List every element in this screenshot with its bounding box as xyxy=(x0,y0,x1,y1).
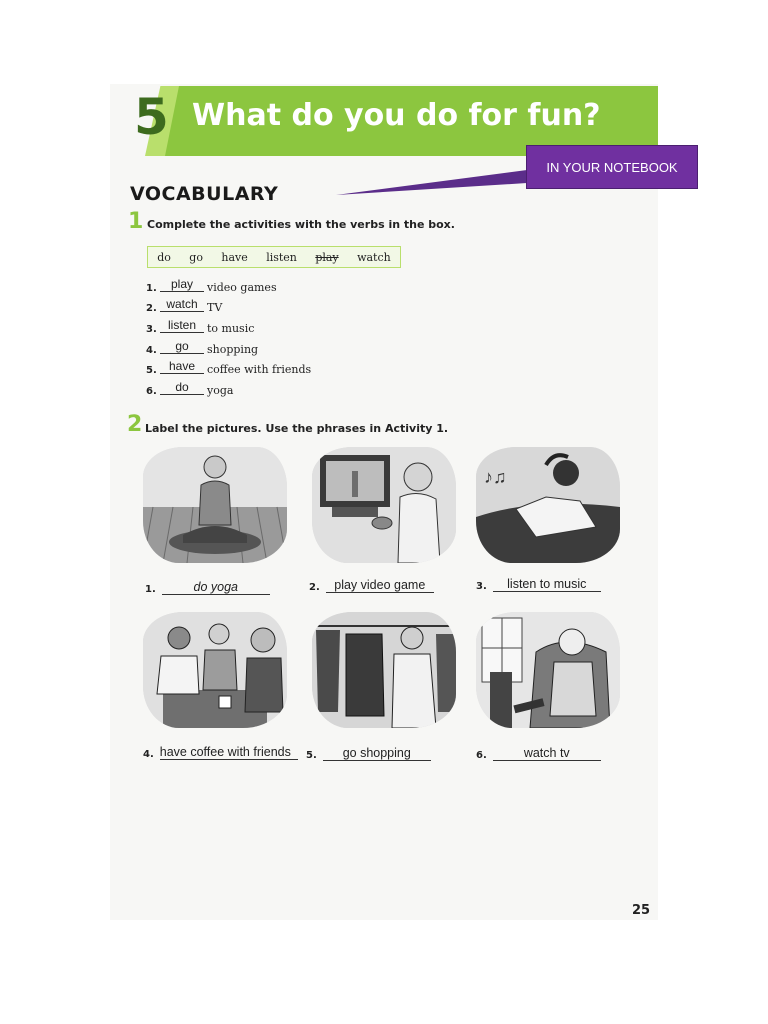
section-title: VOCABULARY xyxy=(130,183,279,205)
label-answer-field[interactable]: listen to music xyxy=(493,577,601,592)
verb-box xyxy=(147,246,401,268)
label-item: 3. listen to music xyxy=(476,577,601,592)
verb-watch: watch xyxy=(357,250,391,264)
exercise-item: 5. have coffee with friends xyxy=(146,359,312,376)
label-answer-field[interactable]: do yoga xyxy=(162,580,270,595)
page-number: 25 xyxy=(632,903,651,918)
picture-shopping xyxy=(312,612,456,728)
answer-field[interactable]: play xyxy=(160,277,204,292)
label-answer-field[interactable]: play video game xyxy=(326,578,434,593)
picture-coffee-friends xyxy=(143,612,287,728)
activity2-number: 2 xyxy=(127,412,143,437)
svg-text:♪♫: ♪♫ xyxy=(484,467,507,487)
exercise-item: 4. go shopping xyxy=(146,339,259,356)
verb-listen: listen xyxy=(266,250,297,264)
picture-video-game xyxy=(312,447,456,563)
label-item: 4. have coffee with friends xyxy=(143,745,298,760)
exercise-item: 6. do yoga xyxy=(146,380,234,397)
exercise-item: 2. watch TV xyxy=(146,297,223,314)
in-your-notebook-callout: IN YOUR NOTEBOOK xyxy=(526,145,698,189)
answer-field[interactable]: have xyxy=(160,359,204,374)
answer-field[interactable]: go xyxy=(160,339,204,354)
verb-play: play xyxy=(315,250,339,264)
label-answer-field[interactable]: go shopping xyxy=(323,746,431,761)
picture-yoga xyxy=(143,447,287,563)
exercise-item: 1. play video games xyxy=(146,277,277,294)
answer-field[interactable]: watch xyxy=(160,297,204,312)
verb-have: have xyxy=(221,250,248,264)
label-item: 5. go shopping xyxy=(306,746,431,761)
picture-listen-music xyxy=(476,447,620,563)
unit-title: What do you do for fun? xyxy=(192,98,601,133)
answer-field[interactable]: do xyxy=(160,380,204,395)
label-item: 6. watch tv xyxy=(476,746,601,761)
activity1-instruction: Complete the activities with the verbs in the box. xyxy=(147,218,455,231)
picture-watch-tv xyxy=(476,612,620,728)
label-answer-field[interactable]: watch tv xyxy=(493,746,601,761)
label-item: 2. play video game xyxy=(309,578,434,593)
label-answer-field[interactable]: have coffee with friends xyxy=(160,745,298,760)
answer-field[interactable]: listen xyxy=(160,318,204,333)
verb-do: do xyxy=(157,250,171,264)
activity2-instruction: Label the pictures. Use the phrases in Activity 1. xyxy=(145,422,449,435)
unit-number: 5 xyxy=(134,88,169,146)
activity1-number: 1 xyxy=(128,209,144,234)
exercise-item: 3. listen to music xyxy=(146,318,255,335)
label-item: 1. do yoga xyxy=(145,580,270,595)
verb-go: go xyxy=(189,250,203,264)
